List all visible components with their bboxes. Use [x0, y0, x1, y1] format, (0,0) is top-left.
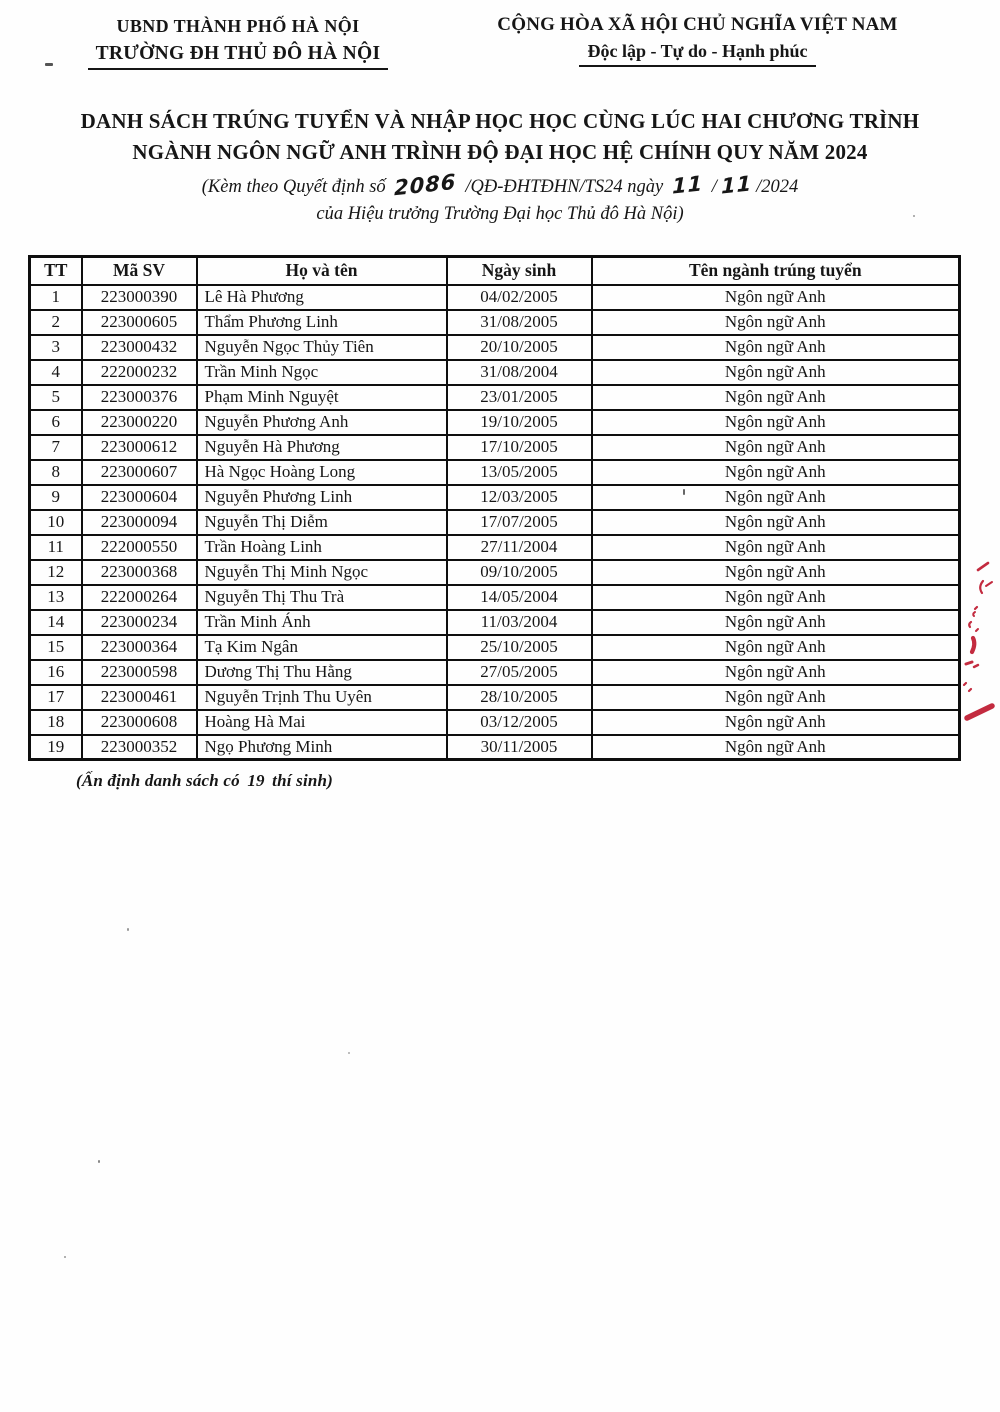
cell-name: Nguyễn Thị Minh Ngọc — [197, 560, 447, 585]
col-header-name: Họ và tên — [197, 257, 447, 285]
cell-tt: 4 — [30, 360, 82, 385]
table-row — [30, 535, 960, 560]
issuing-org-block — [78, 16, 398, 70]
table-row — [30, 735, 960, 760]
cell-dob: 13/05/2005 — [447, 460, 592, 485]
cell-name: Thẩm Phương Linh — [197, 310, 447, 335]
cell-masv: 222000264 — [82, 585, 197, 610]
cell-tt: 13 — [30, 585, 82, 610]
decision-date-slash: / — [711, 177, 717, 197]
cell-tt: 3 — [30, 335, 82, 360]
decision-reference — [0, 169, 1000, 228]
cell-dob: 23/01/2005 — [447, 385, 592, 410]
cell-tt: 17 — [30, 685, 82, 710]
cell-dob: 09/10/2005 — [447, 560, 592, 585]
decision-date-year: /2024 — [756, 177, 799, 197]
cell-name: Hà Ngọc Hoàng Long — [197, 460, 447, 485]
list-count-note — [76, 771, 333, 791]
national-motto: Độc lập - Tự do - Hạnh phúc — [579, 41, 815, 67]
cell-tt: 7 — [30, 435, 82, 460]
cell-tt: 9 — [30, 485, 82, 510]
cell-dob: 03/12/2005 — [447, 710, 592, 735]
table-header-row — [30, 257, 960, 285]
table-row — [30, 310, 960, 335]
cell-masv: 223000604 — [82, 485, 197, 510]
cell-tt: 12 — [30, 560, 82, 585]
cell-masv: 223000094 — [82, 510, 197, 535]
cell-dob: 31/08/2005 — [447, 310, 592, 335]
cell-major: Ngôn ngữ Anh — [592, 635, 960, 660]
cell-dob: 28/10/2005 — [447, 685, 592, 710]
cell-major: Ngôn ngữ Anh — [592, 285, 960, 310]
cell-major: Ngôn ngữ Anh — [592, 460, 960, 485]
cell-major: Ngôn ngữ Anh — [592, 610, 960, 635]
cell-tt: 1 — [30, 285, 82, 310]
decision-reference-line2: của Hiệu trưởng Trường Đại học Thủ đô Hà Nội) — [316, 204, 684, 224]
cell-tt: 11 — [30, 535, 82, 560]
cell-name: Dương Thị Thu Hằng — [197, 660, 447, 685]
col-header-dob: Ngày sinh — [447, 257, 592, 285]
cell-name: Nguyễn Ngọc Thủy Tiên — [197, 335, 447, 360]
cell-major: Ngôn ngữ Anh — [592, 410, 960, 435]
cell-name: Nguyễn Hà Phương — [197, 435, 447, 460]
table-row — [30, 710, 960, 735]
cell-masv: 223000376 — [82, 385, 197, 410]
table-row — [30, 435, 960, 460]
decision-text-prefix: (Kèm theo Quyết định số — [201, 177, 386, 197]
cell-name: Hoàng Hà Mai — [197, 710, 447, 735]
cell-tt: 19 — [30, 735, 82, 760]
cell-major: Ngôn ngữ Anh — [592, 560, 960, 585]
cell-tt: 14 — [30, 610, 82, 635]
cell-tt: 10 — [30, 510, 82, 535]
cell-masv: 223000220 — [82, 410, 197, 435]
table-row — [30, 385, 960, 410]
cell-tt: 18 — [30, 710, 82, 735]
cell-dob: 25/10/2005 — [447, 635, 592, 660]
national-motto-block — [475, 14, 920, 67]
table-row — [30, 560, 960, 585]
table-row — [30, 460, 960, 485]
handwritten-decision-number: 2086 — [394, 169, 457, 201]
cell-dob: 12/03/2005 — [447, 485, 592, 510]
note-suffix: thí sinh) — [272, 771, 334, 790]
cell-dob: 20/10/2005 — [447, 335, 592, 360]
cell-major: Ngôn ngữ Anh — [592, 335, 960, 360]
cell-name: Trần Hoàng Linh — [197, 535, 447, 560]
cell-major: Ngôn ngữ Anh — [592, 735, 960, 760]
cell-masv: 223000461 — [82, 685, 197, 710]
cell-name: Nguyễn Thị Diễm — [197, 510, 447, 535]
note-count: 19 — [247, 771, 265, 790]
document-title-line1: DANH SÁCH TRÚNG TUYỂN VÀ NHẬP HỌC HỌC CÙNG LÚC HAI CHƯƠNG TRÌNH — [80, 109, 920, 133]
cell-masv: 223000607 — [82, 460, 197, 485]
table-row — [30, 660, 960, 685]
cell-name: Trần Minh Ánh — [197, 610, 447, 635]
cell-major: Ngôn ngữ Anh — [592, 685, 960, 710]
cell-name: Nguyễn Thị Thu Trà — [197, 585, 447, 610]
cell-dob: 30/11/2005 — [447, 735, 592, 760]
cell-tt: 6 — [30, 410, 82, 435]
cell-dob: 27/11/2004 — [447, 535, 592, 560]
red-pen-annotation — [945, 550, 1000, 735]
cell-masv: 223000390 — [82, 285, 197, 310]
table-row — [30, 635, 960, 660]
table-row — [30, 610, 960, 635]
table-row — [30, 585, 960, 610]
cell-tt: 5 — [30, 385, 82, 410]
cell-major: Ngôn ngữ Anh — [592, 535, 960, 560]
table-row — [30, 510, 960, 535]
cell-masv: 222000232 — [82, 360, 197, 385]
cell-major: Ngôn ngữ Anh — [592, 310, 960, 335]
decision-reference-line1 — [0, 169, 1000, 201]
cell-masv: 223000364 — [82, 635, 197, 660]
cell-major: Ngôn ngữ Anh — [592, 710, 960, 735]
cell-name: Ngọ Phương Minh — [197, 735, 447, 760]
table-row — [30, 685, 960, 710]
cell-name: Tạ Kim Ngân — [197, 635, 447, 660]
table-row — [30, 335, 960, 360]
org-name: TRƯỜNG ĐH THỦ ĐÔ HÀ NỘI — [88, 43, 389, 70]
document-title — [0, 106, 1000, 168]
org-parent-name: UBND THÀNH PHỐ HÀ NỘI — [116, 16, 360, 36]
handwritten-day: 11 — [671, 171, 704, 199]
cell-masv: 222000550 — [82, 535, 197, 560]
cell-dob: 27/05/2005 — [447, 660, 592, 685]
student-table-body — [30, 285, 960, 760]
col-header-major: Tên ngành trúng tuyển — [592, 257, 960, 285]
cell-major: Ngôn ngữ Anh — [592, 385, 960, 410]
table-row — [30, 410, 960, 435]
cell-name: Nguyễn Phương Linh — [197, 485, 447, 510]
table-row — [30, 360, 960, 385]
document-title-line2: NGÀNH NGÔN NGỮ ANH TRÌNH ĐỘ ĐẠI HỌC HỆ CHÍNH QUY NĂM 2024 — [132, 140, 868, 164]
col-header-tt: TT — [30, 257, 82, 285]
cell-name: Nguyễn Trịnh Thu Uyên — [197, 685, 447, 710]
table-row — [30, 485, 960, 510]
cell-major: Ngôn ngữ Anh — [592, 485, 960, 510]
handwritten-month: 11 — [720, 171, 753, 199]
cell-major: Ngôn ngữ Anh — [592, 435, 960, 460]
admitted-students-table — [28, 255, 961, 761]
cell-masv: 223000612 — [82, 435, 197, 460]
cell-dob: 31/08/2004 — [447, 360, 592, 385]
cell-name: Trần Minh Ngọc — [197, 360, 447, 385]
national-title: CỘNG HÒA XÃ HỘI CHỦ NGHĨA VIỆT NAM — [497, 14, 898, 35]
cell-major: Ngôn ngữ Anh — [592, 660, 960, 685]
cell-masv: 223000234 — [82, 610, 197, 635]
decision-text-middle: /QĐ-ĐHTĐHN/TS24 ngày — [465, 177, 664, 197]
cell-major: Ngôn ngữ Anh — [592, 360, 960, 385]
cell-major: Ngôn ngữ Anh — [592, 510, 960, 535]
cell-major: Ngôn ngữ Anh — [592, 585, 960, 610]
cell-name: Phạm Minh Nguyệt — [197, 385, 447, 410]
cell-tt: 2 — [30, 310, 82, 335]
cell-dob: 04/02/2005 — [447, 285, 592, 310]
cell-dob: 17/10/2005 — [447, 435, 592, 460]
cell-dob: 11/03/2004 — [447, 610, 592, 635]
cell-masv: 223000432 — [82, 335, 197, 360]
cell-masv: 223000598 — [82, 660, 197, 685]
cell-name: Nguyễn Phương Anh — [197, 410, 447, 435]
cell-dob: 17/07/2005 — [447, 510, 592, 535]
cell-tt: 15 — [30, 635, 82, 660]
cell-masv: 223000368 — [82, 560, 197, 585]
cell-tt: 16 — [30, 660, 82, 685]
cell-name: Lê Hà Phương — [197, 285, 447, 310]
table-row — [30, 285, 960, 310]
cell-masv: 223000352 — [82, 735, 197, 760]
col-header-masv: Mã SV — [82, 257, 197, 285]
cell-tt: 8 — [30, 460, 82, 485]
cell-dob: 19/10/2005 — [447, 410, 592, 435]
cell-masv: 223000608 — [82, 710, 197, 735]
cell-masv: 223000605 — [82, 310, 197, 335]
note-prefix: (Ấn định danh sách có — [76, 771, 240, 790]
cell-dob: 14/05/2004 — [447, 585, 592, 610]
